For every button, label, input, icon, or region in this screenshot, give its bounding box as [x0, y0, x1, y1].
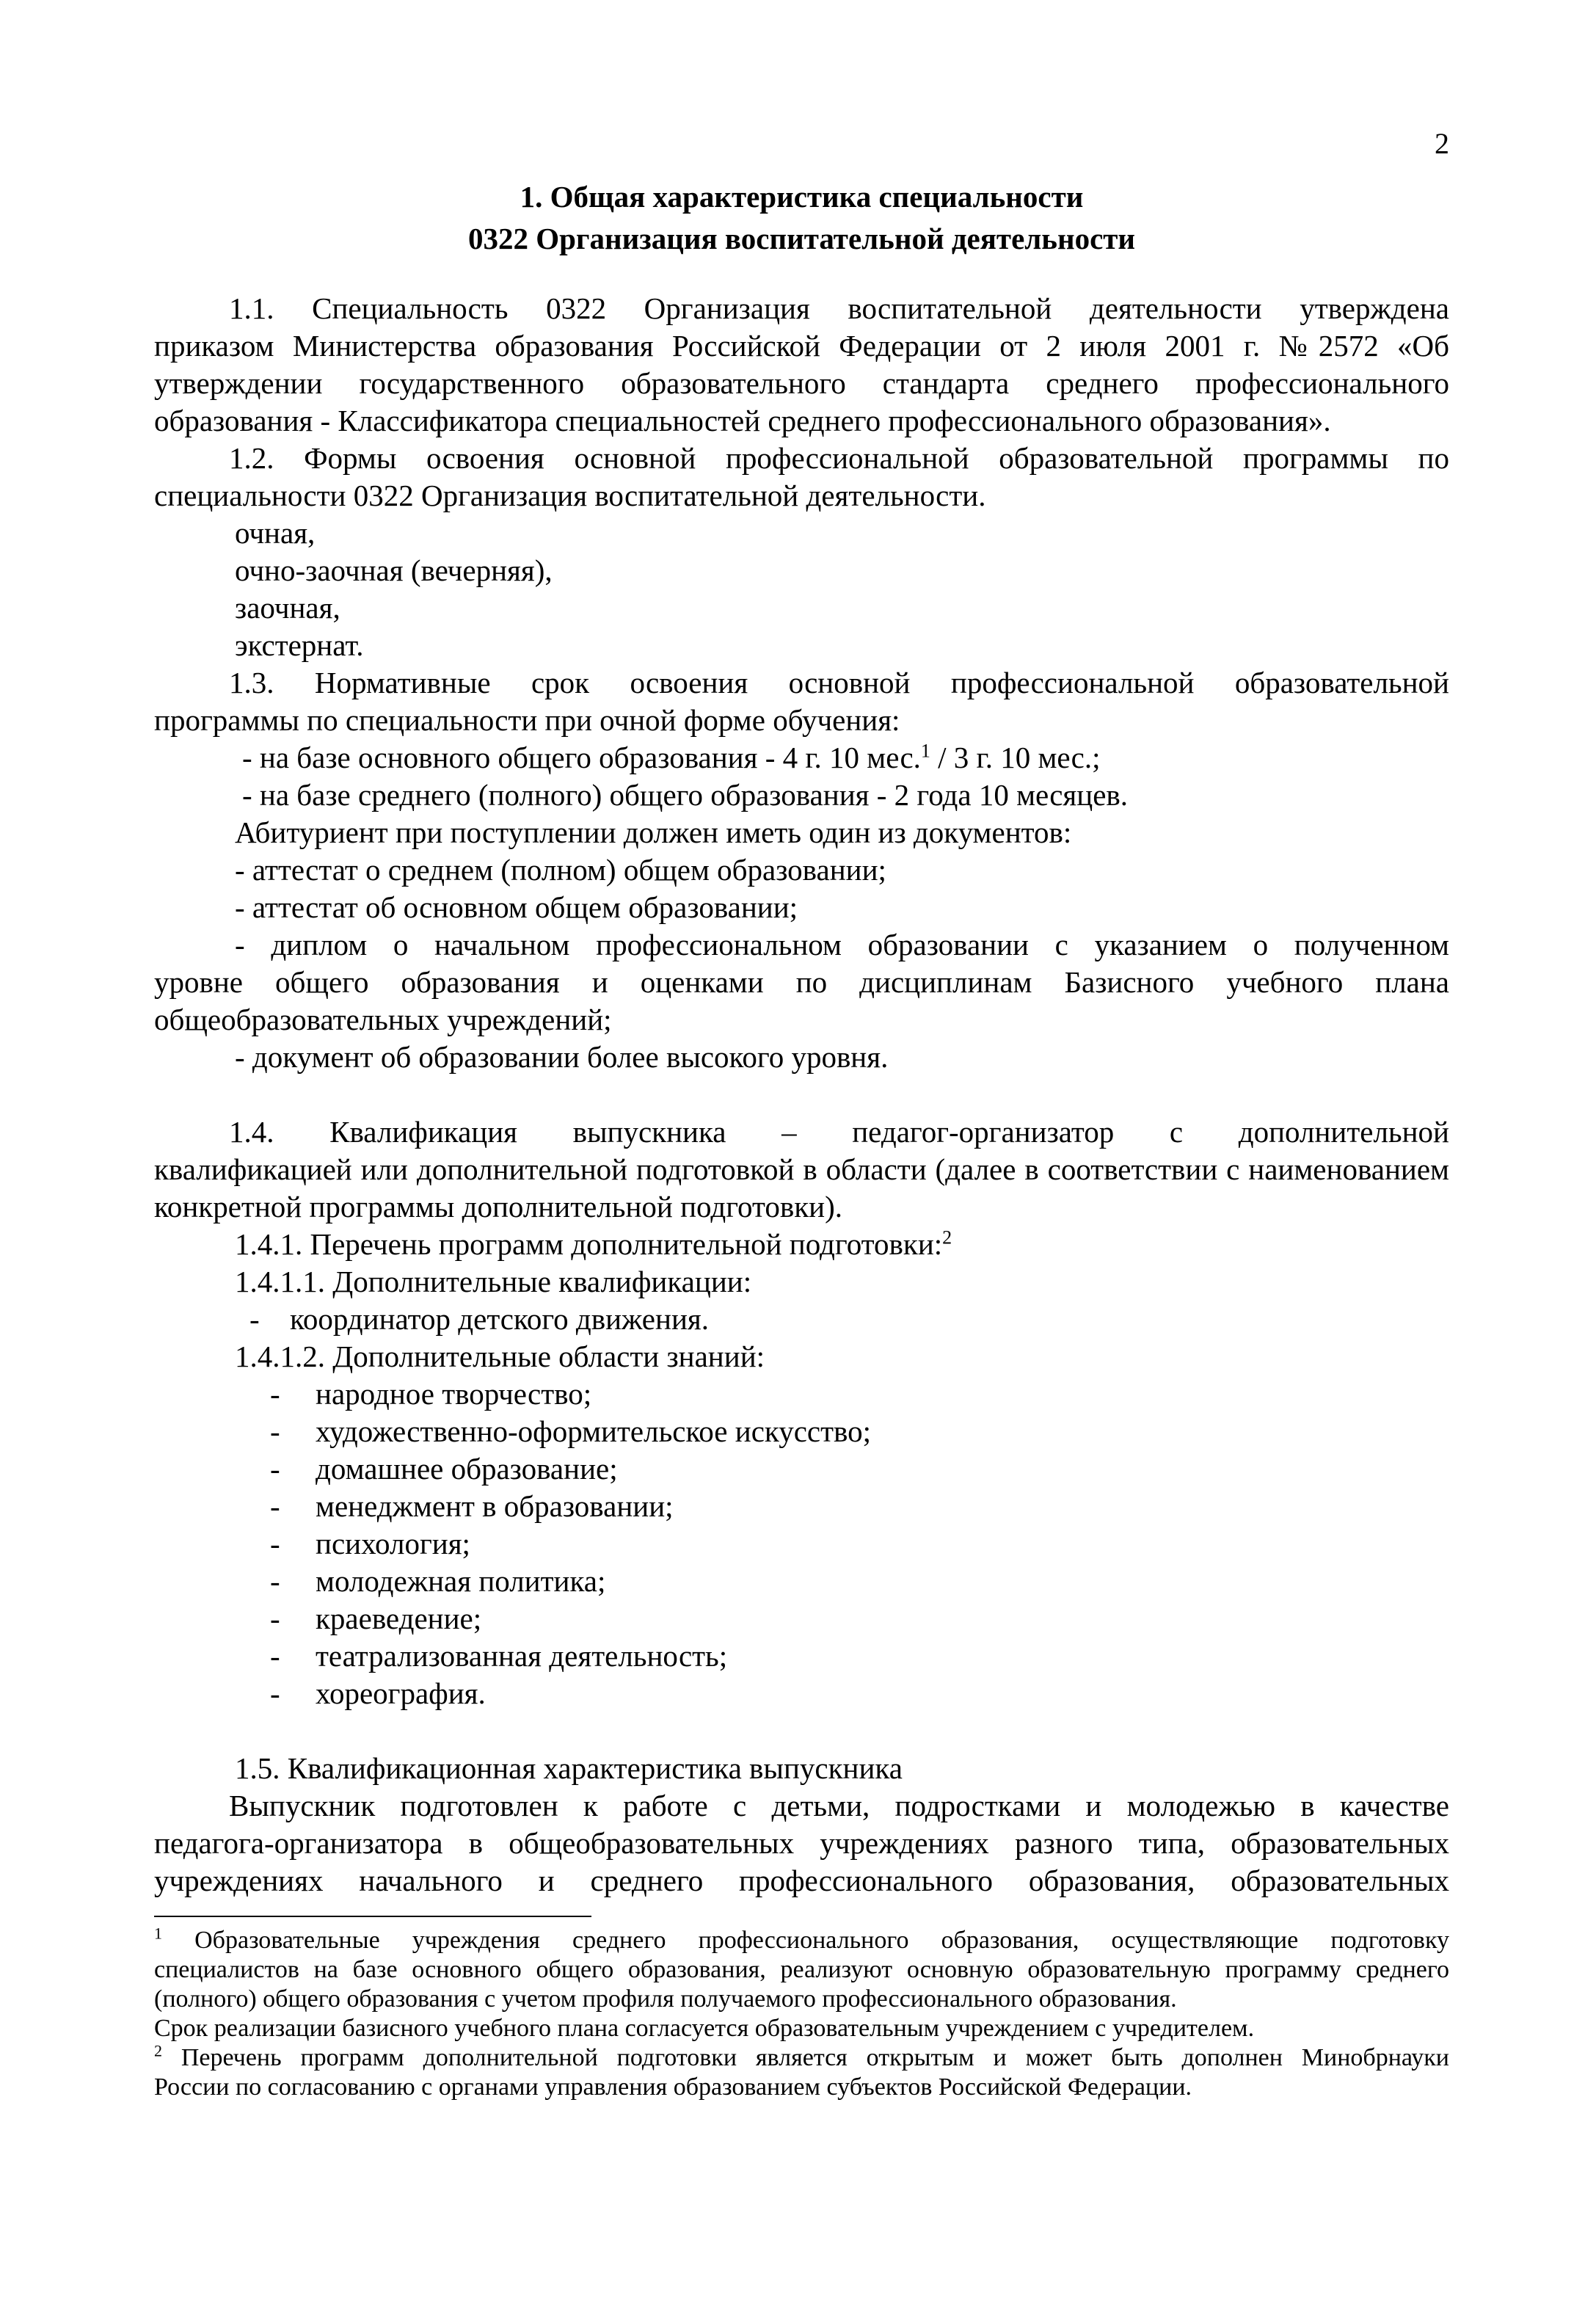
form-item: заочная,: [235, 591, 340, 625]
title-line-1: 1. Общая характеристика специальности: [520, 180, 1084, 214]
document-item: - диплом о начальном профессиональном образовании с указанием о полученном: [235, 928, 1449, 961]
list-item: - народное творчество;: [270, 1377, 592, 1411]
list-item: - психология;: [270, 1527, 470, 1560]
form-item: очная,: [235, 516, 316, 550]
paragraph-1-5-heading: 1.5. Квалификационная характеристика выпускника: [235, 1751, 903, 1785]
paragraph-1-1-rest: приказом Министерства образования Российской Федерации от 2 июля 2001 г. №2572 «Об утверждении государственного образовательного стандарта среднего профессионального образования - Классификатора специальностей среднего профессионального образования».: [154, 329, 1449, 437]
document-body: [154, 290, 1449, 1900]
list-item: - хореография.: [270, 1676, 486, 1710]
page-number: 2: [1435, 127, 1449, 160]
qualifications-heading: 1.4.1.1. Дополнительные квалификации:: [235, 1265, 752, 1298]
footnote-ref-1: 1: [920, 740, 930, 762]
footnote-divider: [154, 1916, 591, 1917]
paragraph-1-3-rest: программы по специальности при очной форме обучения:: [154, 703, 900, 737]
footnote-ref-2: 2: [942, 1226, 952, 1248]
duration-basic: - на базе основного общего образования - 4 г. 10 мес.$^1$ / 3 г. 10 мес.;: [242, 740, 1101, 774]
list-item: - краеведение;: [270, 1602, 482, 1635]
paragraph-1-5-line: учреждениях начального и среднего профессионального образования, образовательных: [154, 1864, 1449, 1897]
areas-heading: 1.4.1.2. Дополнительные области знаний:: [235, 1339, 765, 1373]
footnotes: [154, 1926, 1449, 2102]
paragraph-1-4-first: 1.4. Квалификация выпускника – педагог-организатор с дополнительной: [229, 1115, 1449, 1149]
list-item: - молодежная политика;: [270, 1564, 606, 1598]
section-title: [154, 176, 1449, 260]
paragraph-1-2-first: 1.2. Формы освоения основной профессиональной образовательной программы по: [229, 441, 1449, 475]
footnote-2-first: $^2$ Перечень программ дополнительной подготовки является открытым и может быть дополнен Минобрнауки: [154, 2041, 1449, 2071]
list-item: - художественно-оформительское искусство;: [270, 1414, 872, 1448]
document-item-continuation: уровне общего образования и оценками по дисциплинам Базисного учебного плана общеобразовательных учреждений;: [154, 965, 1449, 1036]
footnote-2-rest: России по согласованию с органами управления образованием субъектов Российской Федерации.: [154, 2073, 1192, 2101]
title-line-2: 0322 Организация воспитательной деятельности: [467, 222, 1136, 255]
paragraph-1-4-rest: квалификацией или дополнительной подготовкой в области (далее в соответствии с наименованием конкретной программы дополнительной подготовки).: [154, 1152, 1449, 1224]
list-item: - координатор детского движения.: [249, 1302, 709, 1336]
form-item: экстернат.: [235, 628, 364, 662]
paragraph-1-2-rest: специальности 0322 Организация воспитательной деятельности.: [154, 479, 986, 512]
document-item: - аттестат о среднем (полном) общем образовании;: [235, 853, 886, 887]
list-item: - менеджмент в образовании;: [270, 1489, 674, 1523]
footnote-1-first: $^1$ Образовательные учреждения среднего профессионального образования, осуществляющие подготовку: [154, 1924, 1449, 1954]
paragraph-1-5-first: Выпускник подготовлен к работе с детьми, подростками и молодежью в качестве: [229, 1789, 1449, 1822]
paragraph-1-5-line: педагога-организатора в общеобразовательных учреждениях разного типа, образовательных: [154, 1826, 1449, 1860]
footnote-1-rest: специалистов на базе основного общего образования, реализуют основную образовательную программу среднего (полного) общего образования с учетом профиля получаемого профессионального образования.: [154, 1956, 1449, 2013]
list-item: - домашнее образование;: [270, 1452, 618, 1486]
additional-programs-heading: 1.4.1. Перечень программ дополнительной подготовки:$^2$: [235, 1226, 952, 1261]
document-item: - аттестат об основном общем образовании;: [235, 890, 798, 924]
form-item: очно-заочная (вечерняя),: [235, 553, 553, 587]
paragraph-1-3-first: 1.3. Нормативные срок освоения основной профессиональной образовательной: [229, 666, 1449, 699]
applicant-text: Абитуриент при поступлении должен иметь один из документов:: [235, 815, 1072, 849]
duration-secondary: - на базе среднего (полного) общего образования - 2 года 10 месяцев.: [242, 778, 1129, 812]
footnote-1-extra: Срок реализации базисного учебного плана согласуется образовательным учреждением с учредителем.: [154, 2015, 1255, 2042]
paragraph-1-1-first: 1.1. Специальность 0322 Организация воспитательной деятельности утверждена: [229, 291, 1449, 325]
list-item: - театрализованная деятельность;: [270, 1639, 728, 1673]
document-item: - документ об образовании более высокого уровня.: [235, 1040, 889, 1074]
